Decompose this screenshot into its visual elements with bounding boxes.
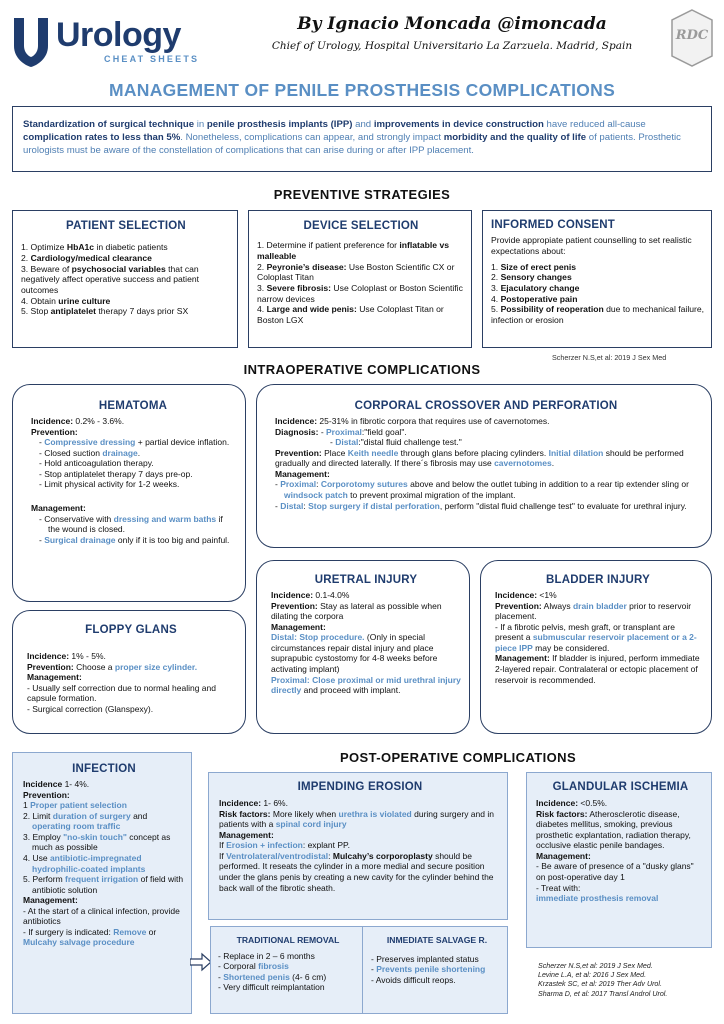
reference-item: Sharma D, et al: 2017 Transl Androl Urol. bbox=[538, 989, 668, 998]
logo-subtext: CHEAT SHEETS bbox=[104, 54, 200, 64]
crossover-box: CORPORAL CROSSOVER AND PERFORATION Incidence: 25-31% in fibrotic corpora that requires use of cavernotomes. Diagnosis: - Proximal:"field goal". - Distal:"distal fluid challenge test." Prevention: Place Keith needle through glans before placing cylinders. Initial dilation should be performed gradually and directed laterally. If there´s fibrosis may use cavernotomes. Management: - Proximal: Corporotomy sutures above and below the outlet tubing in addition to a rear tip extender sling or windsock patch to prevent proximal migration of the implant. - Distal: Stop surgery if distal perforation, perform "distal fluid challenge test" to evaluate for urethral injury. bbox=[256, 384, 712, 548]
seal-text: RDC bbox=[675, 28, 709, 43]
section-postoperative: POST-OPERATIVE COMPLICATIONS bbox=[339, 750, 577, 765]
uretral-injury-title: URETRAL INJURY bbox=[314, 574, 418, 586]
floppy-glans-title: FLOPPY GLANS bbox=[85, 624, 177, 636]
reference-item: Levine L.A, et al: 2016 J Sex Med. bbox=[538, 971, 647, 980]
removal-options-box bbox=[210, 926, 508, 1014]
floppy-glans-box: FLOPPY GLANS Incidence: 1% - 5%. Prevention: Choose a proper size cylinder. Management: - Usually self correction due to normal healing and capsule formation. - Surgical correction (Glanspexy). bbox=[12, 610, 246, 734]
logo bbox=[12, 14, 242, 70]
immediate-salvage: INMEDIATE SALVAGE R. - Preserves implanted status - Prevents penile shortening - Avoids difficult reops. bbox=[363, 927, 507, 1013]
device-selection-title: DEVICE SELECTION bbox=[303, 220, 419, 232]
shield-icon bbox=[12, 16, 50, 68]
affiliation: Chief of Urology, Hospital Universitario La Zarzuela. Madrid, Spain bbox=[271, 40, 633, 52]
impending-erosion-title: IMPENDING EROSION bbox=[297, 781, 423, 793]
informed-consent-title: INFORMED CONSENT bbox=[491, 219, 615, 231]
patient-selection-title: PATIENT SELECTION bbox=[66, 220, 186, 232]
reference-preventive: Scherzer N.S,et al: 2019 J Sex Med bbox=[552, 353, 667, 362]
references bbox=[538, 962, 667, 999]
author: By Ignacio Moncada @imoncada bbox=[297, 14, 607, 34]
impending-erosion-box: IMPENDING EROSION Incidence: 1- 6%. Risk factors: More likely when urethra is violated during surgery and in patients with a spinal cord injury Management: If Erosion + infection: explant PP. If Ventrolateral/ventrodistal: Mulcahy’s corporoplasty should be performed. It reseats the cylinder in a more medial and secure position under the glans penis by creating a new cavity for the cylinder behind the back wall of the fibrotic sheath. bbox=[208, 772, 508, 920]
bladder-injury-title: BLADDER INJURY bbox=[546, 574, 650, 586]
hematoma-title: HEMATOMA bbox=[98, 400, 168, 412]
informed-consent-box: INFORMED CONSENT Provide appropiate patient counselling to set realistic expectations about: 1. Size of erect penis 2. Sensory changes 3. Ejaculatory change 4. Postoperative pain 5. Possibility of reoperation due to mechanical failure, infection or erosion bbox=[482, 210, 712, 348]
infection-box: INFECTION Incidence 1- 4%. Prevention: 1 Proper patient selection 2. Limit duration of surgery and operating room traffic 3. Employ "no-skin touch" concept as much as possible 4. Use antibiotic-impregnated hydrophilic-coated implants 5. Perform frequent irrigation of field with antibiotic solution Management: - At the start of a clinical infection, provide antibiotics - If surgery is indicated: Remove or Mulcahy salvage procedure bbox=[12, 752, 192, 1014]
traditional-removal-title: TRADITIONAL REMOVAL bbox=[236, 935, 340, 945]
logo-text: Urology bbox=[56, 16, 181, 54]
seal bbox=[670, 8, 714, 68]
glandular-ischemia-title: GLANDULAR ISCHEMIA bbox=[552, 781, 689, 793]
uretral-injury-box: URETRAL INJURY Incidence: 0.1-4.0% Prevention: Stay as lateral as possible when dilating the corpora Management: Distal: Stop procedure. (Only in special circumstances repair distal injury and place suprapubic cystostomy for 4-8 weeks before activating implant) Proximal: Close proximal or mid urethral injury directly and proceed with implant. bbox=[256, 560, 470, 734]
crossover-title: CORPORAL CROSSOVER AND PERFORATION bbox=[354, 400, 618, 412]
infection-title: INFECTION bbox=[72, 763, 136, 775]
page-title: MANAGEMENT OF PENILE PROSTHESIS COMPLICATIONS bbox=[108, 80, 616, 100]
traditional-removal: TRADITIONAL REMOVAL - Replace in 2 – 6 months - Corporal fibrosis - Shortened penis (4- 6 cm) - Very difficult reimplantation bbox=[211, 927, 363, 1013]
arrow-icon bbox=[190, 952, 212, 972]
reference-item: Krzastek SC, et al: 2019 Ther Adv Urol. bbox=[538, 980, 662, 989]
patient-selection-box: PATIENT SELECTION 1. Optimize HbA1c in diabetic patients 2. Cardiology/medical clearance 3. Beware of psychosocial variables that can negatively affect operative success and patient outcomes 4. Obtain urine culture 5. Stop antiplatelet therapy 7 days prior SX bbox=[12, 210, 238, 348]
bladder-injury-box: BLADDER INJURY Incidence: <1% Prevention: Always drain bladder prior to reservoir placement. - If a fibrotic pelvis, mesh graft, or transplant are present a submuscular reservoir placement or a 2-piece IPP may be considered. Management: If bladder is injured, perform immediate 2-layered repair. Contralateral or ectopic placement of reservoir is recommended. bbox=[480, 560, 712, 734]
section-preventive: PREVENTIVE STRATEGIES bbox=[273, 187, 451, 202]
hematoma-box: HEMATOMA Incidence: 0.2% - 3.6%. Prevention: - Compressive dressing + partial device inflation. - Closed suction drainage. - Hold anticoagulation therapy. - Stop antiplatelet therapy 7 days pre-op. - Limit physical activity for 1-2 weeks. Management: - Conservative with dressing and warm baths if the wound is closed. - Surgical drainage only if it is too big and painful. bbox=[12, 384, 246, 602]
intro-box: Standardization of surgical technique in penile prosthesis implants (IPP) and improvements in device construction have reduced all-cause complication rates to less than 5%. Nonetheless, complications can appear, and strongly impact morbidity and the quality of life of patients. Prosthetic urologists must be aware of the constellation of complications that can arise during or after IPP placement. bbox=[12, 106, 712, 172]
glandular-ischemia-box: GLANDULAR ISCHEMIA Incidence: <0.5%. Risk factors: Atherosclerotic disease, diabetes mellitus, smoking, previous prosthetic explantation, radiation therapy, occlusive elastic penile bandages. Management: - Be aware of presence of a "dusky glans" on post-operative day 1 - Treat with: immediate prosthesis removal bbox=[526, 772, 712, 948]
immediate-salvage-title: INMEDIATE SALVAGE R. bbox=[386, 935, 488, 945]
device-selection-box: DEVICE SELECTION 1. Determine if patient preference for inflatable vs malleable 2. Peyronie’s disease: Use Boston Scientific CX or Coloplast Titan 3. Severe fibrosis: Use Coloplast or Boston Scientific narrow devices 4. Large and wide penis: Use Coloplast Titan or Boston LGX bbox=[248, 210, 472, 348]
reference-item: Scherzer N.S,et al: 2019 J Sex Med. bbox=[538, 962, 653, 970]
section-intraoperative: INTRAOPERATIVE COMPLICATIONS bbox=[243, 362, 481, 377]
